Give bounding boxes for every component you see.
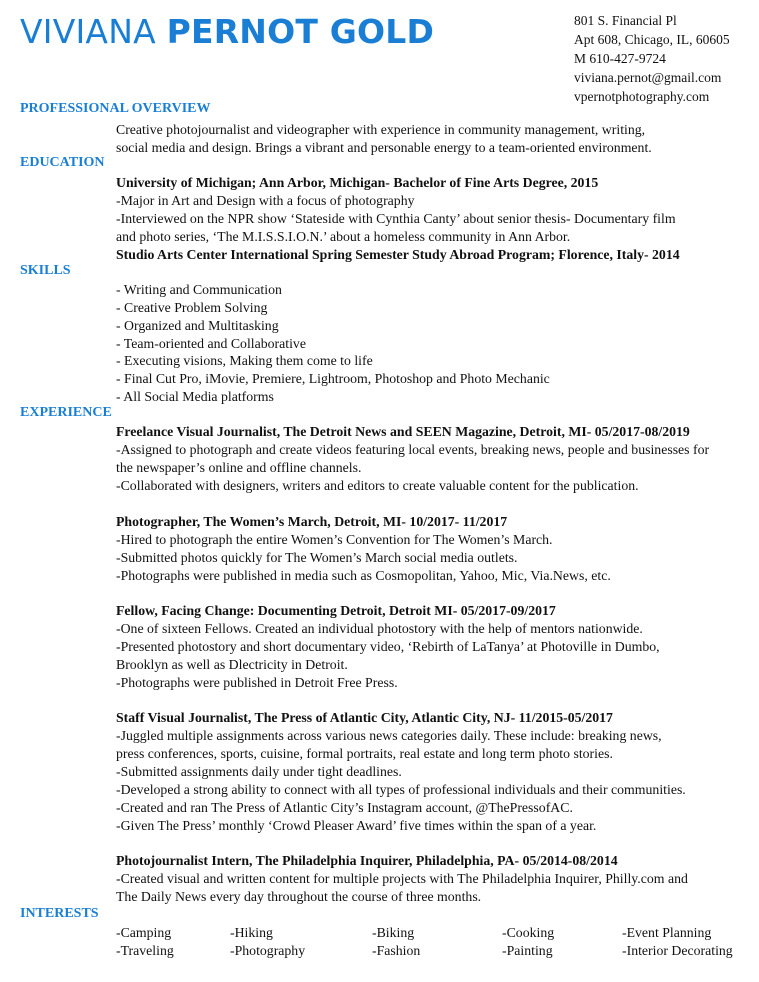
interest-item: -Event Planning — [622, 925, 712, 940]
job-line: -Collaborated with designers, writers and editors to create valuable content for the publication. — [116, 478, 639, 493]
education-line: -Major in Art and Design with a focus of photography — [116, 193, 415, 208]
contact-block — [574, 11, 730, 106]
section-heading-skills: SKILLS — [20, 263, 71, 278]
section-heading-education: EDUCATION — [20, 155, 105, 170]
section-heading-experience: EXPERIENCE — [20, 405, 112, 420]
job-line: -Created and ran The Press of Atlantic City’s Instagram account, @ThePressofAC. — [116, 800, 573, 815]
job-line: the newspaper’s online and offline channels. — [116, 460, 362, 475]
education-line: -Interviewed on the NPR show ‘Stateside with Cynthia Canty’ about senior thesis- Documentary film — [116, 211, 676, 226]
contact-email[interactable]: viviana.pernot@gmail.com — [574, 70, 722, 85]
job-title: Photographer, The Women’s March, Detroit, MI- 10/2017- 11/2017 — [116, 514, 508, 529]
skill-item: - Organized and Multitasking — [116, 318, 279, 333]
job-line: -Given The Press’ monthly ‘Crowd Pleaser Award’ five times within the span of a year. — [116, 818, 597, 833]
interest-item: -Photography — [230, 943, 306, 958]
interests-column — [116, 924, 174, 960]
skill-item: - All Social Media platforms — [116, 389, 274, 404]
skill-item: - Team-oriented and Collaborative — [116, 336, 306, 351]
job-title: Freelance Visual Journalist, The Detroit News and SEEN Magazine, Detroit, MI- 05/2017-08/2019 — [116, 424, 690, 439]
interest-item: -Traveling — [116, 943, 174, 958]
job-line: -Developed a strong ability to connect with all types of professional individuals and their communities. — [116, 782, 686, 797]
overview-line: Creative photojournalist and videographer with experience in community management, writing, — [116, 122, 646, 137]
interest-item: -Camping — [116, 925, 172, 940]
interest-item: -Cooking — [502, 925, 555, 940]
job-line: -Photographs were published in media such as Cosmopolitan, Yahoo, Mic, Via.News, etc. — [116, 568, 611, 583]
job-line: -Juggled multiple assignments across various news categories daily. These include: breaking news, — [116, 728, 662, 743]
overview-line: social media and design. Brings a vibrant and personable energy to a team-oriented environment. — [116, 140, 652, 155]
interests-column — [230, 924, 305, 960]
job-line: -Photographs were published in Detroit Free Press. — [116, 675, 398, 690]
interest-item: -Interior Decorating — [622, 943, 733, 958]
contact-phone: M 610-427-9724 — [574, 51, 666, 66]
job-line: -Hired to photograph the entire Women’s Convention for The Women’s March. — [116, 532, 553, 547]
name-first: VIVIANA — [20, 12, 156, 51]
job-line: -Submitted assignments daily under tight deadlines. — [116, 764, 402, 779]
job-line: press conferences, sports, cuisine, formal portraits, real estate and long term photo stories. — [116, 746, 613, 761]
resume-name — [20, 12, 434, 52]
contact-address-city: Apt 608, Chicago, IL, 60605 — [574, 32, 730, 47]
job-title: Photojournalist Intern, The Philadelphia Inquirer, Philadelphia, PA- 05/2014-08/2014 — [116, 853, 618, 868]
job-line: -Presented photostory and short documentary video, ‘Rebirth of LaTanya’ at Photoville in Dumbo, — [116, 639, 660, 654]
job-title: Staff Visual Journalist, The Press of Atlantic City, Atlantic City, NJ- 11/2015-05/2017 — [116, 710, 613, 725]
section-heading-interests: INTERESTS — [20, 906, 99, 921]
name-last: PERNOT GOLD — [166, 12, 435, 51]
interest-item: -Fashion — [372, 943, 421, 958]
skill-item: - Creative Problem Solving — [116, 300, 268, 315]
section-heading-overview: PROFESSIONAL OVERVIEW — [20, 101, 211, 116]
contact-address-street: 801 S. Financial Pl — [574, 13, 677, 28]
contact-website[interactable]: vpernotphotography.com — [574, 89, 710, 104]
interests-column — [372, 924, 420, 960]
interests-column — [502, 924, 554, 960]
education-line: and photo series, ‘The M.I.S.S.I.O.N.’ about a homeless community in Ann Arbor. — [116, 229, 571, 244]
interests-column — [622, 924, 733, 960]
skill-item: - Executing visions, Making them come to life — [116, 353, 373, 368]
job-line: -Submitted photos quickly for The Women’s March social media outlets. — [116, 550, 518, 565]
interest-item: -Hiking — [230, 925, 273, 940]
interest-item: -Painting — [502, 943, 553, 958]
job-line: -Created visual and written content for multiple projects with The Philadelphia Inquirer, Philly.com and — [116, 871, 688, 886]
education-study-abroad: Studio Arts Center International Spring Semester Study Abroad Program; Florence, Italy- 2014 — [116, 247, 680, 262]
job-line: -Assigned to photograph and create videos featuring local events, breaking news, people and businesses for — [116, 442, 710, 457]
job-line: -One of sixteen Fellows. Created an individual photostory with the help of mentors nationwide. — [116, 621, 643, 636]
job-title: Fellow, Facing Change: Documenting Detroit, Detroit MI- 05/2017-09/2017 — [116, 603, 556, 618]
skill-item: - Writing and Communication — [116, 282, 282, 297]
job-line: The Daily News every day throughout the course of three months. — [116, 889, 482, 904]
interest-item: -Biking — [372, 925, 415, 940]
education-degree: University of Michigan; Ann Arbor, Michigan- Bachelor of Fine Arts Degree, 2015 — [116, 175, 599, 190]
job-line: Brooklyn as well as Dlectricity in Detroit. — [116, 657, 348, 672]
skill-item: - Final Cut Pro, iMovie, Premiere, Lightroom, Photoshop and Photo Mechanic — [116, 371, 550, 386]
